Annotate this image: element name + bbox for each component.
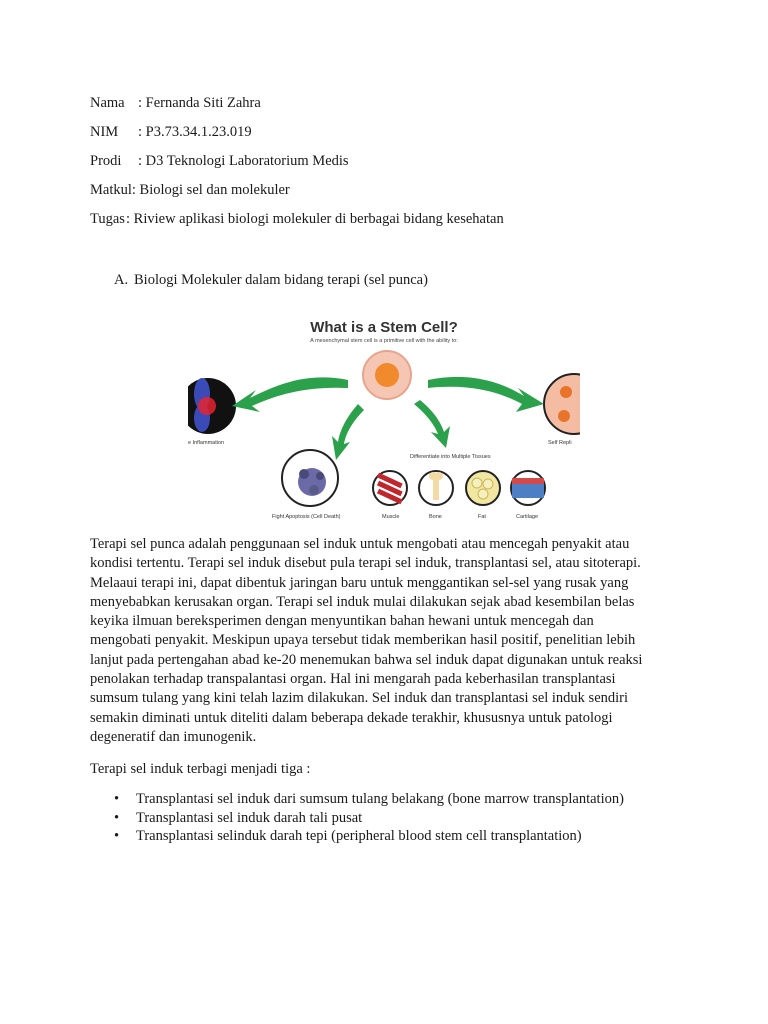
label-matkul: Matkul [90,182,132,198]
paragraph-line: degeneratif dan imunogenik. [90,728,257,745]
list-item [114,809,624,828]
paragraph-line: mengobati penyakit. Meskipun upaya tersebut tidak memberikan hasil positif, penelitian lebih [90,632,636,649]
list-item-text: Transplantasi sel induk darah tali pusat [136,809,363,826]
section-a-heading [114,272,428,289]
label-fat: Fat [478,514,486,520]
label-inflammation: e Inflammation [188,440,225,446]
value-nama: : Fernanda Siti Zahra [138,95,261,111]
bullet-icon: • [114,828,120,844]
arrow-right-icon [428,377,544,412]
header-prodi [90,151,349,171]
stem-cell-figure [188,318,580,524]
list-item-text: Transplantasi selinduk darah tepi (peripheral blood stem cell transplantation) [136,828,582,844]
bullet-icon: • [114,791,120,807]
list-item-text: Transplantasi sel induk dari sumsum tulang belakang (bone marrow transplantation) [136,791,624,807]
paragraph-line: penolakan terhadap transpalantasi organ. Hal ini mengarah pada keberhasilan transplantasi [90,671,616,688]
arrow-down-left-icon [332,404,364,460]
label-differentiate: Differentiate into Multiple Tissues [410,454,491,460]
label-cartilage: Cartilage [516,514,539,520]
paragraph-line: menyebabkan kerusakan organ. Terapi sel induk mulai dilakukan sejak abad kesembilan belas [90,593,635,610]
stem-cell-nucleus-icon [375,363,399,387]
figure-title: What is a Stem Cell? [310,319,458,336]
paragraph-line: keyika ilmuan bereksperimen dengan menyuntikan bahan hewani untuk mencegah dan [90,613,594,630]
value-tugas: : Riview aplikasi biologi molekuler di berbagai bidang kesehatan [126,211,504,227]
arrow-down-right-icon [414,400,450,448]
header-nim [90,122,252,142]
paragraph-line: sumsum tulang yang kini telah lazim dilakukan. Sel induk dan transplantasi sel induk sendiri [90,690,629,707]
bullet-icon: • [114,809,120,826]
stem-cell-illustration [188,318,580,524]
label-nim: NIM [90,124,119,140]
label-self-replicate: Self Repli [548,440,572,446]
header-matkul [90,180,290,200]
label-apoptosis: Fight Apoptosis (Cell Death) [272,514,341,520]
section-a-title: Biologi Molekuler dalam bidang terapi (sel punca) [134,272,428,288]
header-tugas [90,209,504,229]
paragraph-line: lanjut pada pertengahan abad ke-20 menemukan bahwa sel induk dapat digunakan untuk reaksi [90,651,643,668]
label-nama: Nama [90,95,125,111]
list-intro: Terapi sel induk terbagi menjadi tiga : [90,761,311,777]
header-nama [90,93,261,113]
list-item [114,827,624,846]
value-prodi: : D3 Teknologi Laboratorium Medis [138,153,349,169]
therapy-list [114,790,624,846]
fat-icon [466,471,500,505]
arrow-left-icon [232,377,348,412]
paragraph-line: kondisi tertentu. Terapi sel induk disebut pula terapi sel induk, transplantasi sel, atau sitoterapi. [90,555,641,572]
list-item [114,790,624,809]
body-paragraph [90,535,680,747]
figure-subtitle: A mesenchymal stem cell is a primitive cell with the ability to: [310,338,458,344]
label-prodi: Prodi [90,153,122,169]
paragraph-line: Terapi sel punca adalah penggunaan sel induk untuk mengobati atau mencegah penyakit atau [90,536,630,552]
paragraph-line: Melaaui terapi ini, dapat dibentuk jaringan baru untuk menggantikan sel-sel yang rusak yang [90,574,629,591]
label-muscle: Muscle [382,514,400,520]
label-bone: Bone [429,514,442,520]
paragraph-line: semakin diminati untuk diteliti dalam beberapa dekade terakhir, khususnya untuk patologi [90,709,613,726]
section-a-marker: A. [114,272,129,288]
self-replicate-icon [544,374,580,434]
label-tugas: Tugas [90,211,125,227]
value-nim: : P3.73.34.1.23.019 [138,124,252,140]
value-matkul: : Biologi sel dan molekuler [131,182,290,198]
